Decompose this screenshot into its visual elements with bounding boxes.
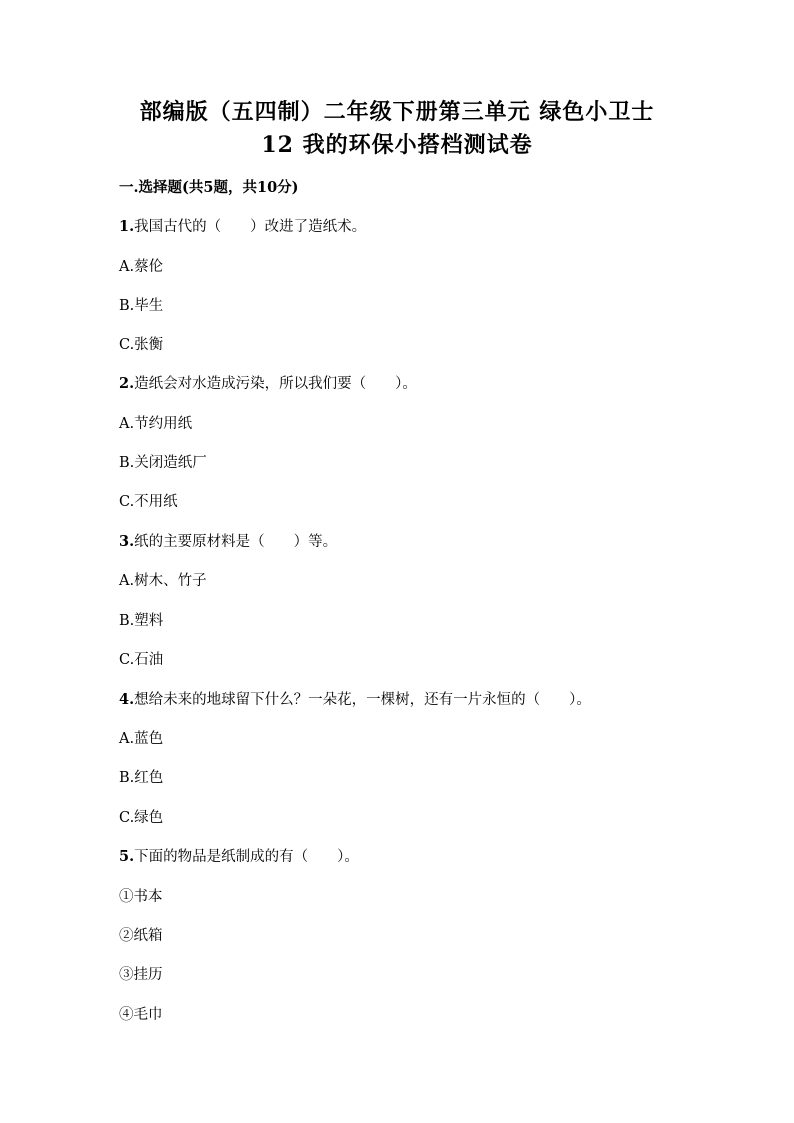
question-number: 4. (119, 691, 135, 708)
question-text: 造纸会对水造成污染，所以我们要（ ）。 (134, 376, 417, 392)
question-number: 3. (119, 533, 135, 550)
title-line-2: 12 我的环保小搭档测试卷 (261, 132, 533, 158)
q2-option-a: A.节约用纸 (119, 416, 193, 432)
q5-item-1: ①书本 (119, 889, 163, 905)
q4-option-c: C.绿色 (119, 810, 164, 826)
q2-option-c: C.不用纸 (119, 494, 178, 510)
q1-option-a: A.蔡伦 (119, 259, 164, 275)
q5-item-2: ②纸箱 (119, 928, 163, 944)
question-2 (119, 374, 417, 394)
question-text: 纸的主要原材料是（ ）等。 (134, 534, 338, 550)
question-text: 想给未来的地球留下什么？一朵花，一棵树，还有一片永恒的（ ）。 (134, 692, 591, 708)
question-3 (119, 532, 337, 552)
question-text: 我国古代的（ ）改进了造纸术。 (134, 219, 367, 235)
question-text: 下面的物品是纸制成的有（ ）。 (134, 849, 359, 865)
q1-option-c: C.张衡 (119, 337, 164, 353)
q4-option-b: B.红色 (119, 770, 164, 786)
q1-option-b: B.毕生 (119, 298, 164, 314)
q5-item-3: ③挂历 (119, 967, 163, 983)
question-5 (119, 847, 359, 867)
section-heading: 一.选择题(共5题，共10分) (119, 179, 299, 196)
title-line-1: 部编版（五四制）二年级下册第三单元 绿色小卫士 (139, 99, 655, 125)
question-number: 2. (119, 375, 135, 392)
q3-option-a: A.树木、竹子 (119, 573, 207, 589)
question-number: 1. (119, 218, 135, 235)
question-4 (119, 690, 591, 710)
question-number: 5. (119, 848, 135, 865)
q2-option-b: B.关闭造纸厂 (119, 455, 207, 471)
q3-option-c: C.石油 (119, 652, 164, 668)
question-1 (119, 217, 366, 237)
q4-option-a: A.蓝色 (119, 731, 164, 747)
q5-item-4: ④毛巾 (119, 1007, 163, 1023)
q3-option-b: B.塑料 (119, 613, 164, 629)
